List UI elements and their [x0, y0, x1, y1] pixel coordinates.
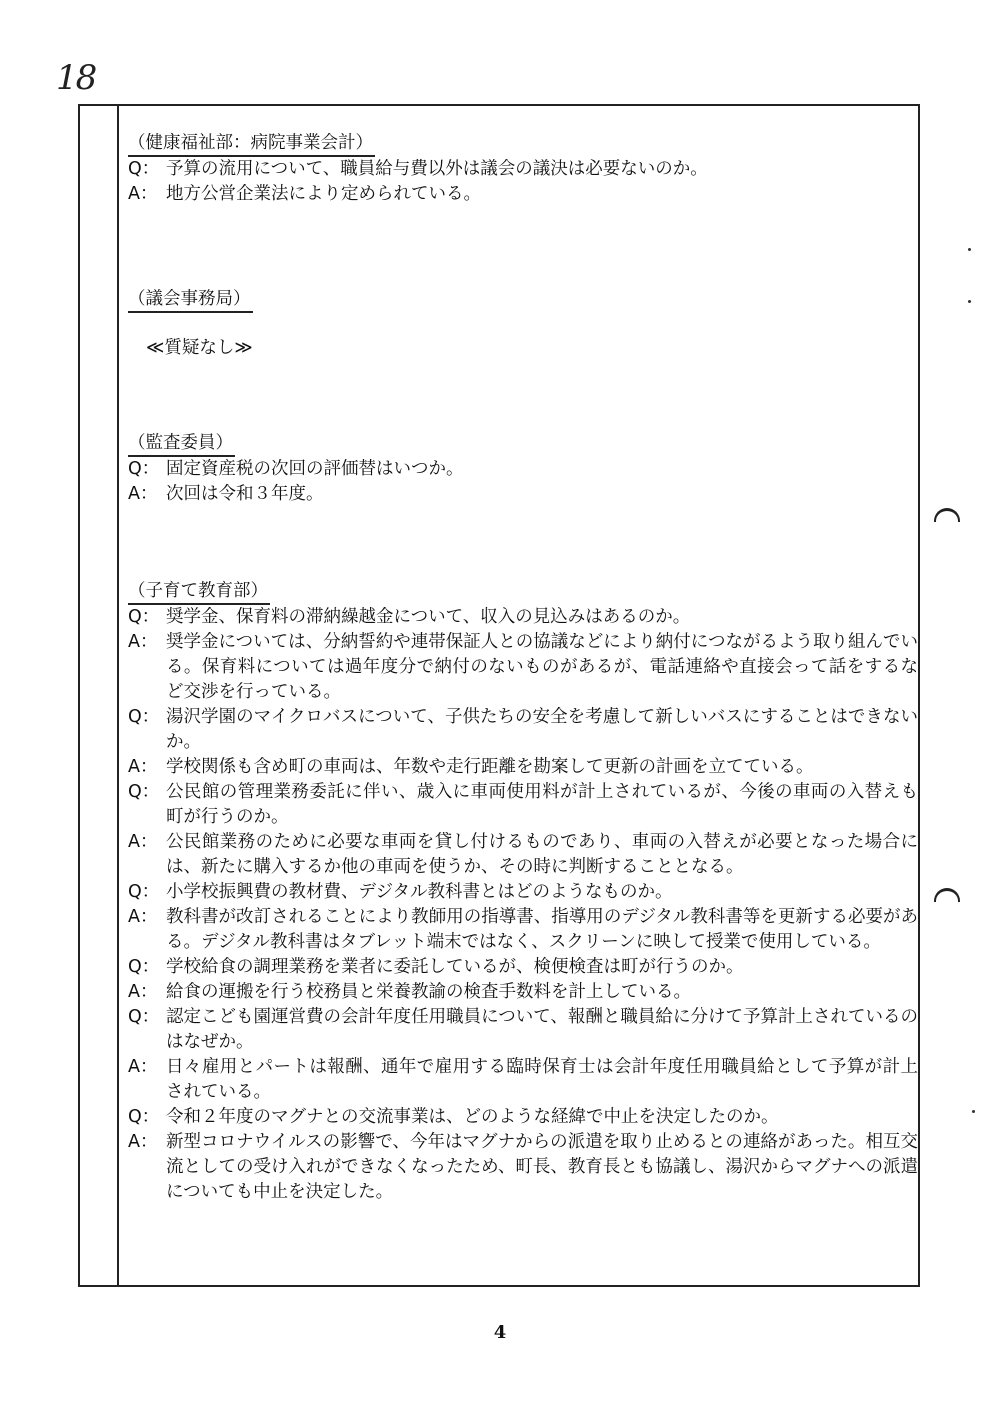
qa-text: 公民館業務のために必要な車両を貸し付けるものであり、車両の入替えが必要となった場合には、新たに購入するか他の車両を使うか、その時に判断することとなる。 [166, 832, 918, 877]
qa-item [128, 482, 918, 507]
qa-item [128, 880, 918, 905]
qa-item [128, 457, 918, 482]
qa-text: 認定こども園運営費の会計年度任用職員について、報酬と職員給に分けて予算計上されているのはなぜか。 [166, 1007, 918, 1052]
qa-label: A： [128, 184, 158, 204]
punch-hole-mark [934, 888, 960, 902]
qa-label: Q： [128, 1007, 160, 1027]
section-assembly-office [128, 287, 918, 361]
qa-item [128, 780, 918, 830]
section-childcare-education [128, 579, 918, 1205]
qa-item [128, 1130, 918, 1205]
qa-label: Q： [128, 159, 160, 179]
section-heading: （子育て教育部） [128, 579, 270, 605]
page-number: 4 [493, 1322, 507, 1343]
qa-item [128, 1105, 918, 1130]
handwritten-page-number: 18 [56, 58, 96, 98]
qa-text: 学校給食の調理業務を業者に委託しているが、検便検査は町が行うのか。 [166, 957, 744, 977]
qa-label: Q： [128, 882, 160, 902]
qa-text: 給食の運搬を行う校務員と栄養教諭の検査手数料を計上している。 [166, 982, 691, 1002]
qa-text: 地方公営企業法により定められている。 [166, 184, 481, 204]
no-questions-note: ≪質疑なし≫ [146, 338, 253, 358]
qa-item [128, 1005, 918, 1055]
qa-text: 奨学金、保育料の滞納繰越金について、収入の見込みはあるのか。 [166, 607, 691, 627]
qa-item [128, 157, 918, 182]
qa-label: Q： [128, 782, 160, 802]
punch-hole-mark [934, 508, 960, 522]
qa-text: 令和２年度のマグナとの交流事業は、どのような経緯で中止を決定したのか。 [166, 1107, 779, 1127]
qa-label: Q： [128, 957, 160, 977]
qa-item [128, 705, 918, 755]
qa-text: 次回は令和３年度。 [166, 484, 324, 504]
qa-label: Q： [128, 459, 160, 479]
qa-text: 予算の流用について、職員給与費以外は議会の議決は必要ないのか。 [166, 159, 708, 179]
qa-text: 新型コロナウイルスの影響で、今年はマグナからの派遣を取り止めるとの連絡があった。相互交流としての受け入れができなくなったため、町長、教育長とも協議し、湯沢からマグナへの派遣についても中止を決定した。 [166, 1132, 918, 1202]
qa-label: A： [128, 484, 158, 504]
qa-item [128, 605, 918, 630]
qa-label: A： [128, 982, 158, 1002]
scan-speck [972, 1110, 975, 1113]
qa-label: Q： [128, 1107, 160, 1127]
qa-text: 公民館の管理業務委託に伴い、歳入に車両使用料が計上されているが、今後の車両の入替えも町が行うのか。 [166, 782, 918, 827]
qa-text: 固定資産税の次回の評価替はいつか。 [166, 459, 464, 479]
qa-label: A： [128, 757, 158, 777]
section-heading: （議会事務局） [128, 287, 253, 313]
qa-text: 湯沢学園のマイクロバスについて、子供たちの安全を考慮して新しいバスにすることはできないか。 [166, 707, 918, 752]
qa-item [128, 905, 918, 955]
section-heading: （健康福祉部：病院事業会計） [128, 131, 375, 157]
qa-item [128, 1055, 918, 1105]
section-heading: （監査委員） [128, 431, 235, 457]
scan-speck [968, 300, 971, 303]
qa-label: A： [128, 1132, 158, 1152]
qa-item [128, 182, 918, 207]
document-body [128, 131, 918, 1205]
scan-speck [968, 248, 971, 251]
qa-item [128, 830, 918, 880]
qa-text: 学校関係も含め町の車両は、年数や走行距離を勘案して更新の計画を立てている。 [166, 757, 814, 777]
qa-text: 教科書が改訂されることにより教師用の指導書、指導用のデジタル教科書等を更新する必要がある。デジタル教科書はタブレット端末ではなく、スクリーンに映して授業で使用している。 [166, 907, 918, 952]
qa-text: 奨学金については、分納誓約や連帯保証人との協議などにより納付につながるよう取り組んでいる。保育料については過年度分で納付のないものがあるが、電話連絡や直接会って話をするなど交渉を行っている。 [166, 632, 918, 702]
qa-label: A： [128, 1057, 158, 1077]
qa-item [128, 755, 918, 780]
qa-text: 小学校振興費の教材費、デジタル教科書とはどのようなものか。 [166, 882, 673, 902]
qa-label: Q： [128, 607, 160, 627]
section-audit-committee [128, 431, 918, 507]
qa-item [128, 955, 918, 980]
margin-rule [117, 106, 119, 1285]
qa-label: A： [128, 907, 158, 927]
qa-label: A： [128, 632, 158, 652]
qa-item [128, 630, 918, 705]
qa-item [128, 980, 918, 1005]
section-health-welfare [128, 131, 918, 207]
qa-text: 日々雇用とパートは報酬、通年で雇用する臨時保育士は会計年度任用職員給として予算が計上されている。 [166, 1057, 918, 1102]
qa-label: Q： [128, 707, 160, 727]
qa-label: A： [128, 832, 158, 852]
